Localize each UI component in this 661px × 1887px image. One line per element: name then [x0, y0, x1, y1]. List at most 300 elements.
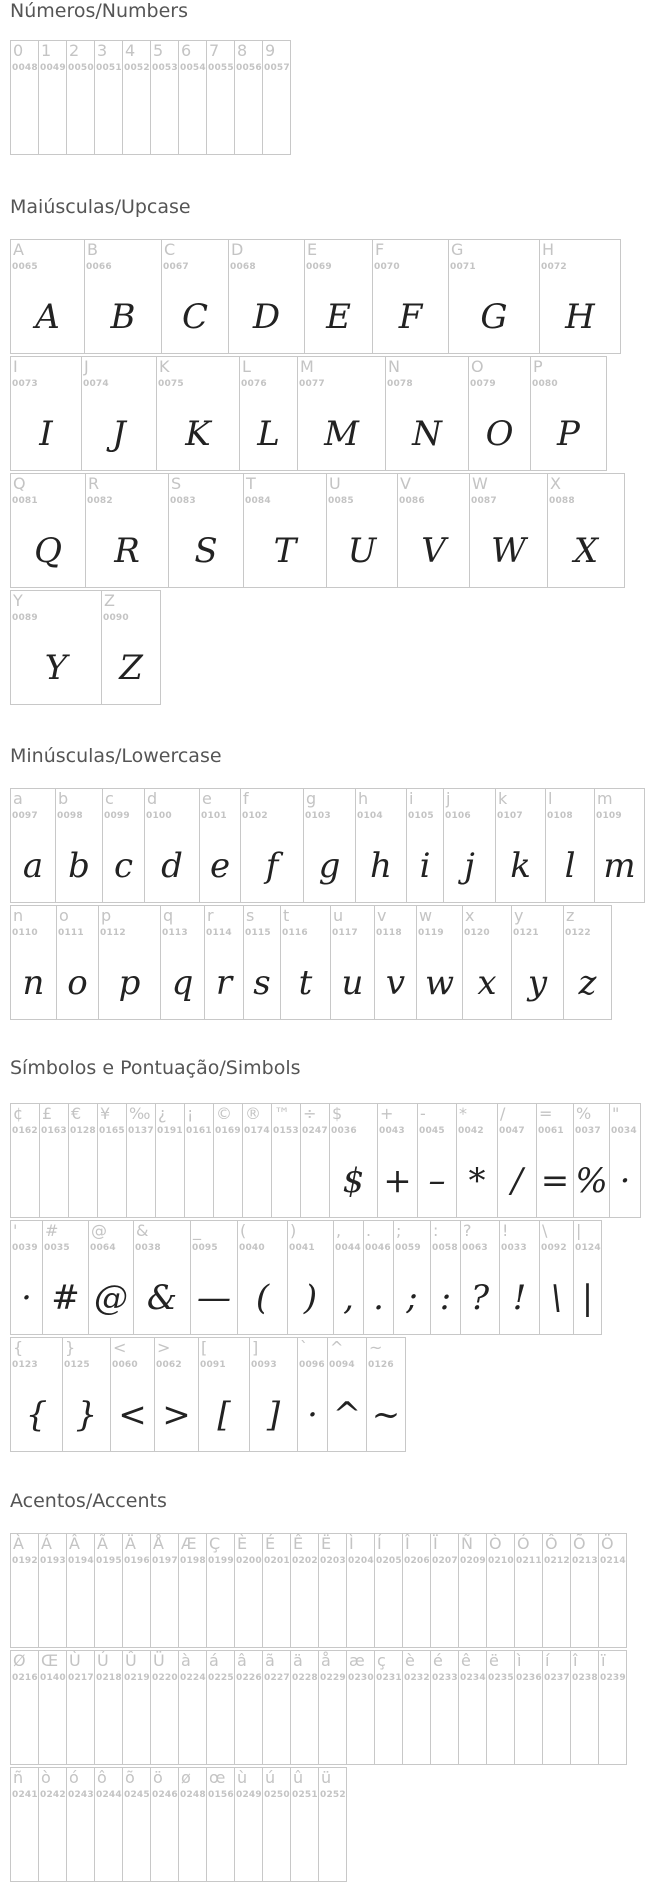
glyph-cell — [393, 1220, 431, 1335]
glyph-cell — [374, 1650, 403, 1765]
glyph-char-label: ì — [517, 1651, 522, 1670]
glyph-sample — [263, 81, 290, 154]
glyph-char-label: ò — [41, 1768, 51, 1787]
glyph-sample: # — [51, 1277, 80, 1318]
glyph-cell — [66, 40, 95, 155]
glyph-code: 0068 — [230, 262, 256, 272]
glyph-char-label: t — [283, 906, 290, 925]
glyph-char-label: h — [358, 789, 369, 808]
glyph-cell — [402, 1650, 431, 1765]
glyph-char-label: L — [242, 357, 251, 376]
glyph-code: 0062 — [156, 1360, 182, 1370]
glyph-cell — [243, 473, 327, 588]
glyph-char-label: Ñ — [461, 1534, 473, 1553]
glyph-cell — [204, 905, 244, 1020]
glyph-sample — [67, 1574, 94, 1647]
glyph-cell — [495, 788, 546, 903]
glyph-char-label: $ — [332, 1104, 343, 1123]
glyph-code: 0120 — [464, 928, 490, 938]
glyph-char-label: i — [409, 789, 414, 808]
glyph-sample — [291, 1574, 318, 1647]
glyph-sample — [543, 1691, 570, 1764]
glyph-char-label: 2 — [69, 41, 80, 60]
glyph-cell — [55, 788, 103, 903]
glyph-sample — [403, 1574, 430, 1647]
glyph-cell — [66, 1533, 95, 1648]
glyph-code: 0193 — [40, 1556, 66, 1566]
glyph-cell — [81, 356, 157, 471]
glyph-cell — [318, 1650, 347, 1765]
glyph-code: 0118 — [376, 928, 402, 938]
glyph-sample — [235, 1808, 262, 1881]
glyph-code: 0039 — [12, 1243, 38, 1253]
glyph-char-label: { — [13, 1338, 24, 1357]
glyph-code: 0084 — [245, 496, 271, 506]
glyph-cell — [101, 590, 161, 705]
glyph-cell — [402, 1533, 431, 1648]
glyph-char-label: + — [380, 1104, 394, 1123]
glyph-char-label: [ — [201, 1338, 208, 1357]
glyph-code: 0105 — [408, 811, 434, 821]
glyph-char-label: ë — [489, 1651, 499, 1670]
glyph-cell — [161, 239, 229, 354]
glyph-sample — [235, 1574, 262, 1647]
glyph-char-label: 3 — [97, 41, 108, 60]
glyph-code: 0117 — [332, 928, 358, 938]
glyph-code: 0124 — [575, 1243, 601, 1253]
glyph-sample — [571, 1574, 598, 1647]
glyph-char-label: E — [307, 240, 318, 259]
glyph-char-label: y — [514, 906, 524, 925]
glyph-row — [10, 1533, 626, 1650]
glyph-cell — [329, 1103, 378, 1218]
glyph-sample: . — [373, 1277, 384, 1318]
glyph-sample: p — [118, 962, 141, 1003]
glyph-char-label: è — [405, 1651, 415, 1670]
glyph-char-label: ñ — [13, 1768, 24, 1787]
glyph-cell — [178, 1650, 207, 1765]
glyph-sample: N — [412, 413, 442, 454]
glyph-char-label: j — [446, 789, 451, 808]
glyph-sample — [67, 1691, 94, 1764]
glyph-code: 0038 — [135, 1243, 161, 1253]
glyph-sample — [263, 1574, 290, 1647]
glyph-char-label: å — [321, 1651, 331, 1670]
glyph-cell — [126, 1103, 156, 1218]
glyph-sample: ! — [512, 1277, 527, 1318]
glyph-code: 0113 — [162, 928, 188, 938]
glyph-sample: | — [581, 1277, 594, 1318]
glyph-sample — [151, 1574, 178, 1647]
glyph-char-label: F — [375, 240, 385, 259]
glyph-sample: i — [419, 845, 431, 886]
glyph-char-label: w — [419, 906, 433, 925]
glyph-cell — [514, 1533, 543, 1648]
glyph-char-label: T — [246, 474, 256, 493]
glyph-sample: O — [485, 413, 514, 454]
glyph-code: 0053 — [152, 63, 178, 73]
glyph-char-label: £ — [42, 1104, 53, 1123]
glyph-char-label: Y — [13, 591, 23, 610]
glyph-code: 0108 — [547, 811, 573, 821]
glyph-sample — [543, 1574, 570, 1647]
glyph-code: 0195 — [96, 1556, 122, 1566]
glyph-char-label: ` — [300, 1338, 308, 1357]
glyph-cell — [94, 1650, 123, 1765]
glyph-char-label: B — [87, 240, 98, 259]
glyph-char-label: ¿ — [158, 1104, 167, 1123]
glyph-sample: > — [162, 1394, 191, 1435]
glyph-cell — [249, 1337, 298, 1452]
glyph-char-label: 6 — [181, 41, 192, 60]
glyph-sample: — — [197, 1277, 231, 1318]
glyph-code: 0089 — [12, 613, 38, 623]
glyph-cell — [280, 905, 331, 1020]
glyph-char-label: z — [566, 906, 575, 925]
glyph-char-label: Ö — [601, 1534, 614, 1553]
glyph-sample: ( — [255, 1277, 270, 1318]
glyph-sample — [263, 1808, 290, 1881]
glyph-sample: g — [318, 845, 341, 886]
glyph-code: 0122 — [565, 928, 591, 938]
glyph-code: 0126 — [368, 1360, 394, 1370]
glyph-cell — [542, 1533, 571, 1648]
glyph-code: 0055 — [208, 63, 234, 73]
glyph-code: 0196 — [124, 1556, 150, 1566]
glyph-cell — [318, 1767, 347, 1882]
glyph-char-label: ™ — [274, 1104, 290, 1123]
glyph-sample: z — [578, 962, 597, 1003]
glyph-sample — [156, 1144, 184, 1217]
glyph-cell — [290, 1533, 319, 1648]
glyph-sample — [214, 1144, 242, 1217]
glyph-code: 0169 — [215, 1126, 241, 1136]
glyph-code: 0252 — [320, 1790, 346, 1800]
glyph-cell — [94, 40, 123, 155]
glyph-code: 0205 — [376, 1556, 402, 1566]
glyph-cell — [346, 1533, 375, 1648]
glyph-code: 0099 — [104, 811, 130, 821]
glyph-char-label: Â — [69, 1534, 80, 1553]
glyph-cell — [497, 1103, 537, 1218]
glyph-cell — [290, 1650, 319, 1765]
glyph-code: 0165 — [99, 1126, 125, 1136]
glyph-cell — [366, 1337, 406, 1452]
glyph-cell — [38, 1767, 67, 1882]
glyph-sample: B — [110, 296, 136, 337]
glyph-sample — [375, 1691, 402, 1764]
glyph-char-label: - — [420, 1104, 426, 1123]
glyph-sample: · — [21, 1277, 32, 1318]
glyph-code: 0066 — [86, 262, 112, 272]
glyph-sample: ? — [470, 1277, 490, 1318]
glyph-sample: F — [398, 296, 423, 337]
glyph-char-label: l — [548, 789, 553, 808]
glyph-cell — [469, 473, 548, 588]
section-title: Maiúsculas/Upcase — [10, 196, 191, 218]
glyph-char-label: Î — [405, 1534, 410, 1553]
glyph-code: 0237 — [544, 1673, 570, 1683]
glyph-sample — [95, 1574, 122, 1647]
glyph-char-label: # — [45, 1221, 59, 1240]
glyph-cell — [234, 1533, 263, 1648]
glyph-code: 0054 — [180, 63, 206, 73]
glyph-sample — [123, 1808, 150, 1881]
glyph-cell — [66, 1650, 95, 1765]
glyph-cell — [97, 1103, 127, 1218]
glyph-code: 0042 — [458, 1126, 484, 1136]
glyph-char-label: b — [58, 789, 69, 808]
glyph-cell — [346, 1650, 375, 1765]
glyph-code: 0228 — [292, 1673, 318, 1683]
glyph-sample — [179, 1808, 206, 1881]
glyph-char-label: x — [465, 906, 475, 925]
glyph-cell — [133, 1220, 191, 1335]
glyph-char-label: ^ — [330, 1338, 344, 1357]
glyph-sample: & — [146, 1277, 178, 1318]
glyph-cell — [385, 356, 469, 471]
glyph-sample — [243, 1144, 271, 1217]
glyph-cell — [102, 788, 145, 903]
glyph-code: 0210 — [488, 1556, 514, 1566]
glyph-char-label: ã — [265, 1651, 275, 1670]
glyph-char-label: O — [471, 357, 484, 376]
glyph-sample — [39, 1574, 66, 1647]
glyph-sample: + — [383, 1160, 412, 1201]
glyph-cell — [98, 905, 161, 1020]
glyph-cell — [184, 1103, 214, 1218]
glyph-char-label: Ã — [97, 1534, 108, 1553]
glyph-char-label: € — [71, 1104, 82, 1123]
glyph-sample: l — [564, 845, 576, 886]
glyph-cell — [10, 356, 82, 471]
glyph-sample — [375, 1574, 402, 1647]
glyph-sample — [487, 1691, 514, 1764]
glyph-cell — [38, 1650, 67, 1765]
glyph-sample: ; — [406, 1277, 418, 1318]
glyph-sample — [11, 1574, 38, 1647]
glyph-char-label: ÷ — [303, 1104, 317, 1123]
glyph-code: 0048 — [12, 63, 38, 73]
glyph-char-label: ® — [245, 1104, 261, 1123]
glyph-sample: h — [370, 845, 392, 886]
glyph-code: 0220 — [152, 1673, 178, 1683]
glyph-char-label: É — [265, 1534, 276, 1553]
glyph-code: 0052 — [124, 63, 150, 73]
glyph-cell — [62, 1337, 111, 1452]
glyph-sample — [95, 1691, 122, 1764]
glyph-cell — [155, 1103, 185, 1218]
glyph-char-label: ø — [181, 1768, 191, 1787]
glyph-sample — [515, 1574, 542, 1647]
glyph-cell — [514, 1650, 543, 1765]
glyph-cell — [88, 1220, 134, 1335]
glyph-code: 0225 — [208, 1673, 234, 1683]
glyph-char-label: q — [163, 906, 174, 925]
glyph-char-label: , — [336, 1221, 342, 1240]
glyph-sample — [301, 1144, 329, 1217]
glyph-cell — [304, 239, 373, 354]
glyph-char-label: à — [181, 1651, 191, 1670]
glyph-code: 0063 — [462, 1243, 488, 1253]
glyph-cell — [486, 1533, 515, 1648]
glyph-sample: j — [464, 845, 475, 886]
glyph-sample — [347, 1691, 374, 1764]
glyph-sample — [179, 81, 206, 154]
glyph-cell — [406, 788, 444, 903]
glyph-code: 0058 — [432, 1243, 458, 1253]
glyph-code: 0088 — [549, 496, 575, 506]
glyph-sample: P — [557, 413, 580, 454]
glyph-code: 0101 — [201, 811, 227, 821]
glyph-char-label: í — [545, 1651, 550, 1670]
glyph-char-label: % — [576, 1104, 592, 1123]
glyph-cell — [297, 356, 386, 471]
glyph-row — [10, 905, 611, 1022]
glyph-char-label: g — [306, 789, 317, 808]
glyph-code: 0106 — [445, 811, 471, 821]
glyph-code: 0091 — [200, 1360, 226, 1370]
glyph-code: 0041 — [289, 1243, 315, 1253]
glyph-char-label: õ — [125, 1768, 135, 1787]
glyph-sample — [207, 1808, 234, 1881]
glyph-code: 0059 — [395, 1243, 421, 1253]
glyph-cell — [228, 239, 305, 354]
glyph-cell — [271, 1103, 301, 1218]
glyph-cell — [363, 1220, 394, 1335]
glyph-code: 0049 — [40, 63, 66, 73]
glyph-code: 0112 — [100, 928, 126, 938]
glyph-code: 0094 — [329, 1360, 355, 1370]
glyph-char-label: ô — [97, 1768, 107, 1787]
glyph-cell — [462, 905, 512, 1020]
glyph-sample: L — [257, 413, 280, 454]
glyph-char-label: ¡ — [187, 1104, 194, 1123]
glyph-cell — [94, 1767, 123, 1882]
glyph-cell — [42, 1220, 89, 1335]
glyph-code: 0209 — [460, 1556, 486, 1566]
glyph-cell — [372, 239, 449, 354]
glyph-sample — [39, 1808, 66, 1881]
glyph-sample — [11, 1808, 38, 1881]
glyph-row — [10, 356, 606, 473]
glyph-char-label: ( — [240, 1221, 247, 1240]
glyph-char-label: * — [459, 1104, 467, 1123]
glyph-code: 0047 — [499, 1126, 525, 1136]
glyph-code: 0214 — [600, 1556, 626, 1566]
glyph-sample: T — [273, 530, 297, 571]
glyph-char-label: W — [472, 474, 488, 493]
glyph-sample: d — [161, 845, 183, 886]
glyph-code: 0247 — [302, 1126, 328, 1136]
glyph-char-label: H — [542, 240, 555, 259]
glyph-code: 0070 — [374, 262, 400, 272]
glyph-char-label: ) — [290, 1221, 297, 1240]
glyph-sample: ^ — [332, 1394, 362, 1435]
glyph-sample — [95, 1808, 122, 1881]
glyph-code: 0064 — [90, 1243, 116, 1253]
glyph-cell — [10, 1337, 63, 1452]
glyph-char-label: N — [388, 357, 400, 376]
glyph-cell — [416, 905, 463, 1020]
glyph-code: 0218 — [96, 1673, 122, 1683]
glyph-code: 0067 — [163, 262, 189, 272]
glyph-char-label: Ù — [69, 1651, 81, 1670]
glyph-char-label: ù — [237, 1768, 248, 1787]
glyph-code: 0073 — [12, 379, 38, 389]
glyph-cell — [430, 1533, 459, 1648]
glyph-char-label: Œ — [41, 1651, 59, 1670]
glyph-char-label: ‰ — [129, 1104, 151, 1123]
glyph-char-label: a — [13, 789, 23, 808]
glyph-cell — [536, 1103, 574, 1218]
glyph-sample — [431, 1574, 458, 1647]
glyph-code: 0074 — [83, 379, 109, 389]
glyph-cell — [539, 1220, 574, 1335]
glyph-sample — [263, 1691, 290, 1764]
glyph-cell — [318, 1533, 347, 1648]
glyph-cell — [10, 1650, 39, 1765]
glyph-cell — [300, 1103, 330, 1218]
glyph-sample — [431, 1691, 458, 1764]
glyph-sample — [571, 1691, 598, 1764]
glyph-sample — [123, 1574, 150, 1647]
glyph-sample — [235, 81, 262, 154]
glyph-char-label: D — [231, 240, 244, 259]
glyph-code: 0211 — [516, 1556, 542, 1566]
glyph-code: 0233 — [432, 1673, 458, 1683]
glyph-code: 0079 — [470, 379, 496, 389]
glyph-code: 0224 — [180, 1673, 206, 1683]
glyph-sample: n — [22, 962, 45, 1003]
glyph-char-label: @ — [91, 1221, 107, 1240]
glyph-cell — [10, 1767, 39, 1882]
glyph-cell — [460, 1220, 500, 1335]
glyph-sample — [123, 1691, 150, 1764]
glyph-sample — [127, 1144, 155, 1217]
glyph-char-label: u — [333, 906, 344, 925]
glyph-code: 0245 — [124, 1790, 150, 1800]
glyph-char-label: 0 — [13, 41, 24, 60]
glyph-code: 0087 — [471, 496, 497, 506]
glyph-cell — [10, 473, 86, 588]
glyph-cell — [190, 1220, 238, 1335]
glyph-sample — [515, 1691, 542, 1764]
glyph-sample: – — [428, 1160, 446, 1201]
glyph-sample: k — [510, 845, 531, 886]
glyph-code: 0251 — [292, 1790, 318, 1800]
glyph-char-label: ; — [396, 1221, 402, 1240]
glyph-code: 0097 — [12, 811, 38, 821]
glyph-char-label: 9 — [265, 41, 276, 60]
glyph-cell — [448, 239, 540, 354]
glyph-sample — [291, 1691, 318, 1764]
glyph-code: 0194 — [68, 1556, 94, 1566]
glyph-cell — [234, 40, 263, 155]
glyph-char-label: ' — [13, 1221, 18, 1240]
glyph-cell — [150, 1767, 179, 1882]
glyph-sample: $ — [342, 1160, 365, 1201]
glyph-sample: f — [265, 845, 279, 886]
glyph-cell — [598, 1533, 627, 1648]
glyph-code: 0197 — [152, 1556, 178, 1566]
glyph-code: 0103 — [305, 811, 331, 821]
glyph-cell — [160, 905, 205, 1020]
glyph-cell — [213, 1103, 243, 1218]
glyph-sample — [11, 81, 38, 154]
glyph-sample — [459, 1574, 486, 1647]
glyph-sample: G — [480, 296, 508, 337]
